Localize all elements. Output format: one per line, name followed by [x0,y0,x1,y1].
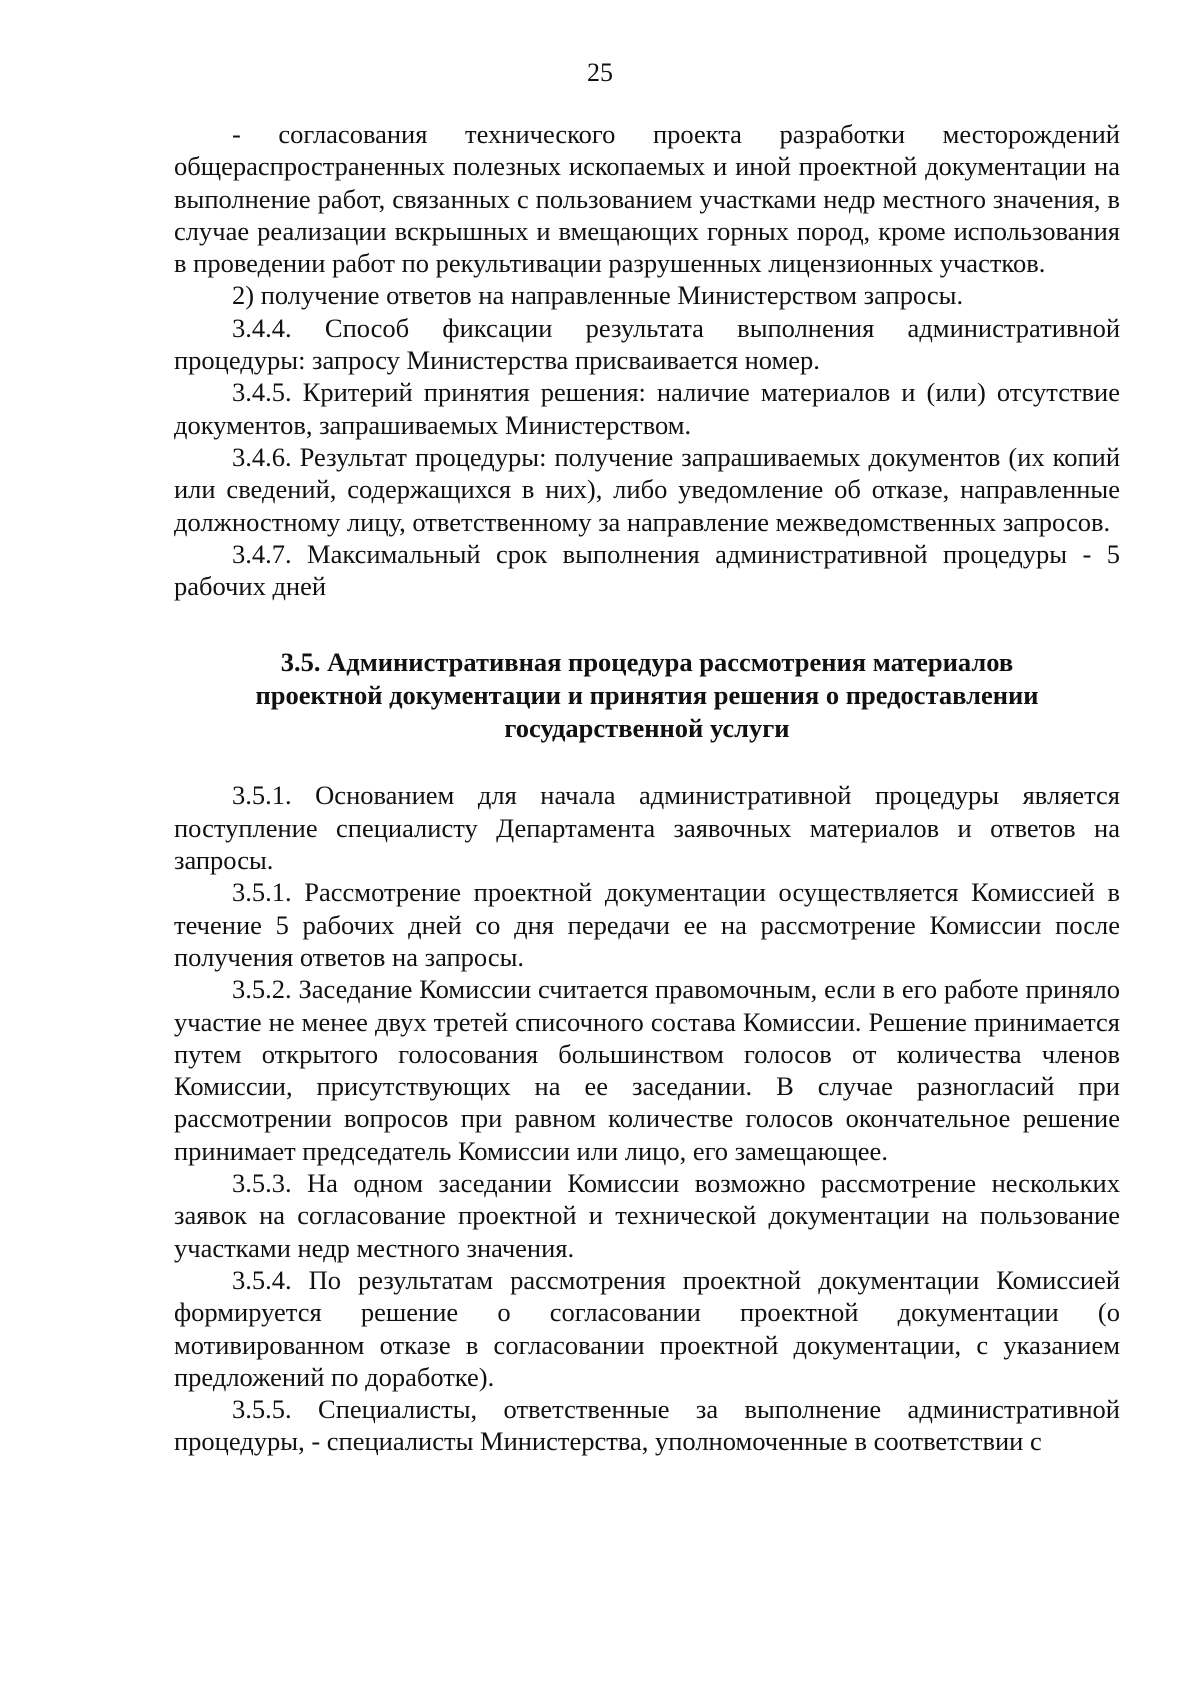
paragraph-mining-approval: - согласования технического проекта разработки месторождений общераспространенных полезных ископаемых и иной проектной документации на выполнение работ, связанных с пользованием участками недр местного значения, в случае реализации вскрышных и вмещающих горных пород, кроме использования в проведении работ по рекультивации разрушенных лицензионных участков. [174,119,1120,279]
paragraph-3-5-1-review: 3.5.1. Рассмотрение проектной документации осуществляется Комиссией в течение 5 рабочих дней со дня передачи ее на рассмотрение Комиссии после получения ответов на запросы. [174,877,1120,972]
section-heading-3-5: 3.5. Административная процедура рассмотрения материалов проектной документации и принятия решения о предоставлении государственной услуги [255,647,1039,744]
paragraph-3-4-5: 3.4.5. Критерий принятия решения: наличие материалов и (или) отсутствие документов, запрашиваемых Министерством. [174,377,1120,440]
paragraph-3-5-3: 3.5.3. На одном заседании Комиссии возможно рассмотрение нескольких заявок на согласование проектной и технической документации на пользование участками недр местного значения. [174,1168,1120,1263]
paragraph-3-5-4: 3.5.4. По результатам рассмотрения проектной документации Комиссией формируется решение о согласовании проектной документации (о мотивированном отказе в согласовании проектной документации, с указанием предложений по доработке). [174,1264,1120,1392]
document-body [174,118,1120,1458]
paragraph-3-5-1-basis: 3.5.1. Основанием для начала административной процедуры является поступление специалисту Департамента заявочных материалов и ответов на запросы. [174,780,1120,876]
paragraph-3-5-2: 3.5.2. Заседание Комиссии считается правомочным, если в его работе приняло участие не менее двух третей списочного состава Комиссии. Решение принимается путем открытого голосования большинством голосов от количества членов Комиссии, присутствующих на ее заседании. В случае разногласий при рассмотрении вопросов при равном количестве голосов окончательное решение принимает председатель Комиссии или лицо, его замещающее. [174,974,1120,1166]
paragraph-3-4-7: 3.4.7. Максимальный срок выполнения административной процедуры - 5 рабочих дней [174,538,1120,602]
page-number: 25 [587,58,613,87]
paragraph-3-4-6: 3.4.6. Результат процедуры: получение запрашиваемых документов (их копий или сведений, содержащихся в них), либо уведомление об отказе, направленные должностному лицу, ответственному за направление межведомственных запросов. [174,441,1120,537]
paragraph-3-4-4: 3.4.4. Способ фиксации результата выполнения административной процедуры: запросу Министерства присваивается номер. [174,312,1120,376]
paragraph-responses: 2) получение ответов на направленные Министерством запросы. [232,280,964,311]
paragraph-3-5-5: 3.5.5. Специалисты, ответственные за выполнение административной процедуры, - специалисты Министерства, уполномоченные в соответствии с [174,1394,1120,1457]
